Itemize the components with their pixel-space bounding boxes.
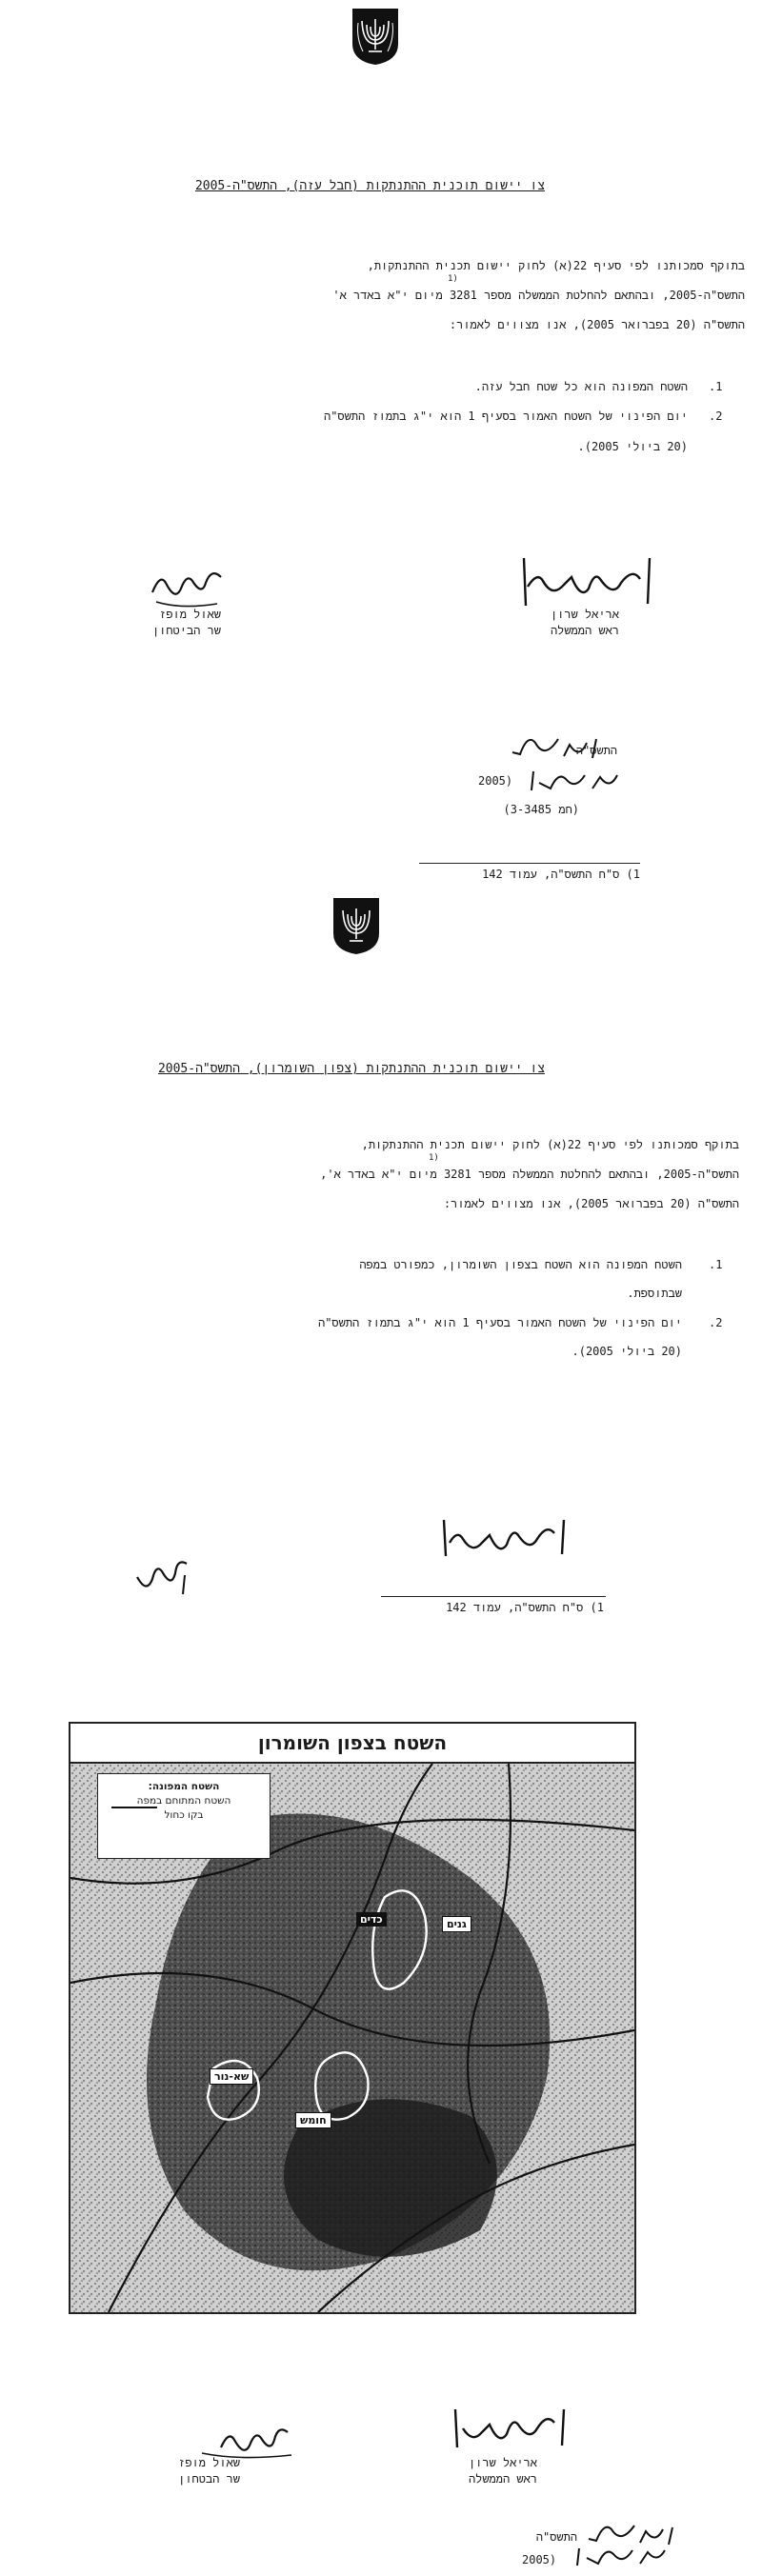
order1-pm-name: אריאל שרון xyxy=(550,608,619,621)
final-pm-name: אריאל שרון xyxy=(468,2456,537,2469)
final-defense-minister-role: שר הבטחון xyxy=(178,2472,240,2486)
order1-pm-role: ראש הממשלה xyxy=(550,624,619,637)
map-title: השטח בצפון השומרון xyxy=(70,1724,634,1764)
order1-body-line-3: התשס"ה (20 בפברואר 2005), אנו מצווים לאמור: xyxy=(449,318,745,331)
order1-body-line-2: התשס"ה-2005, ובהתאם להחלטת הממשלה מספר 3281 מיום י"א באדר א' xyxy=(332,289,745,302)
order1-defense-minister-signature xyxy=(143,564,229,611)
order1-item-1-text: השטח המפונה הוא כל שטח חבל עזה. xyxy=(474,380,688,393)
order1-date-hebrew-suffix: התשס"ה xyxy=(575,744,617,757)
state-emblem-icon xyxy=(350,6,401,67)
final-defense-minister-name: שאול מופז xyxy=(178,2456,240,2469)
order2-pm-signature xyxy=(438,1514,572,1560)
order1-defense-minister-name: שאול מופז xyxy=(159,608,221,621)
order2-item-2-text: יום הפינוי של השטח האמור בסעיף 1 הוא י"ג בתמוז התשס"ה xyxy=(318,1316,682,1329)
map-place-ganim: גנים xyxy=(442,1916,471,1932)
order2-item-2-continuation: (20 ביולי 2005). xyxy=(572,1345,682,1358)
map-legend-line-3: בקו כחול xyxy=(164,1809,204,1821)
map-place-kadim: כדים xyxy=(356,1912,387,1927)
order1-footnote-rule xyxy=(419,863,640,864)
final-date-year: 2005) xyxy=(522,2553,557,2566)
order1-item-2-number: .2 xyxy=(709,409,723,423)
order1-body-line-1: בתוקף סמכותנו לפי סעיף 22(א) לחוק יישום תכנית ההתנתקות, xyxy=(367,259,745,272)
order1-defense-minister-role: שר הביטחון xyxy=(151,624,221,637)
order2-body-line-2: התשס"ה-2005, ובהתאם להחלטת הממשלה מספר 3281 מיום י"א באדר א', xyxy=(320,1168,739,1181)
order2-item-2-number: .2 xyxy=(709,1316,723,1329)
order2-item-1-continuation: שבתוספת. xyxy=(627,1287,682,1300)
map-legend-sample-line xyxy=(111,1807,157,1808)
order1-page xyxy=(0,0,762,905)
map-legend-line-2: השטח המתוחם במפה xyxy=(136,1795,231,1807)
map-frame xyxy=(69,1722,636,2314)
order2-defense-minister-signature xyxy=(130,1556,196,1602)
order1-footnote-mark: 1) xyxy=(448,274,458,284)
order1-date-greg-suffix: 2005) xyxy=(478,774,513,788)
order1-title: צו יישום תוכנית ההתנתקות (חבל עזה), התשס"ה-2005 xyxy=(194,179,545,193)
order2-item-1-text: השטח המפונה הוא השטח בצפון השומרון, כמפורט במפה xyxy=(359,1258,682,1271)
order2-body-line-3: התשס"ה (20 בפברואר 2005), אנו מצווים לאמור: xyxy=(443,1197,739,1210)
order1-date-greg-handwritten xyxy=(526,768,621,797)
order1-hmm-number: (חמ 3-3485) xyxy=(503,803,579,816)
final-date-greg-handwritten xyxy=(566,2545,671,2569)
state-emblem-icon xyxy=(331,895,382,956)
order2-page xyxy=(0,895,762,1752)
order1-item-2-continuation: (20 ביולי 2005). xyxy=(577,440,688,453)
order2-body-line-1: בתוקף סמכותנו לפי סעיף 22(א) לחוק יישום תכנית ההתנתקות, xyxy=(361,1138,739,1151)
map-legend xyxy=(97,1773,271,1859)
order2-footnote-mark: 1) xyxy=(429,1153,439,1163)
final-pm-signature xyxy=(448,2404,572,2451)
map-place-homesh: חומש xyxy=(295,2112,331,2128)
final-date-hebrew-suffix: התשס"ה xyxy=(535,2530,577,2544)
map-place-sa-nur: שא-נור xyxy=(210,2068,253,2085)
order1-item-1-number: .1 xyxy=(709,380,723,393)
map-legend-heading: השטח המפונה: xyxy=(148,1781,220,1792)
order2-footnote-rule xyxy=(381,1596,606,1597)
order2-item-1-number: .1 xyxy=(709,1258,723,1271)
final-pm-role: ראש הממשלה xyxy=(468,2472,537,2486)
order1-item-2-text: יום הפינוי של השטח האמור בסעיף 1 הוא י"ג בתמוז התשס"ה xyxy=(324,409,688,423)
order2-footnote: 1) ס"ח התשס"ה, עמוד 142 xyxy=(446,1601,604,1614)
order1-footnote: 1) ס"ח התשס"ה, עמוד 142 xyxy=(482,868,640,881)
order1-pm-signature xyxy=(514,550,657,611)
order2-title: צו יישום תוכנית ההתנתקות (צפון השומרון), התשס"ה-2005 xyxy=(157,1062,545,1076)
